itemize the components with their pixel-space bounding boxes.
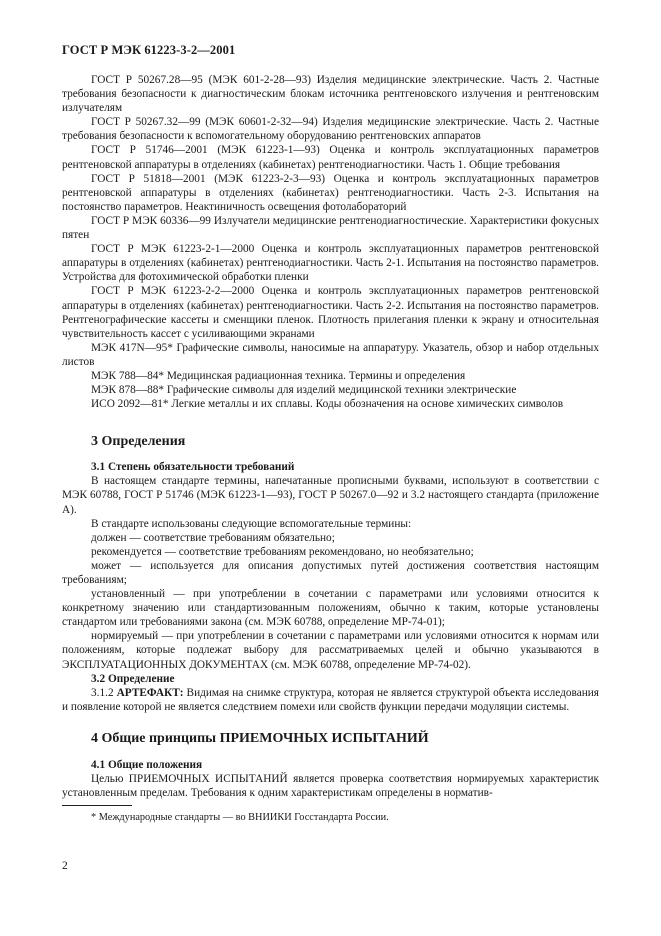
reference-item: ИСО 2092—81* Легкие металлы и их сплавы. Коды обозначения на основе химических символов [91,398,564,411]
reference-item: ГОСТ Р 50267.28—95 (МЭК 601-2-28—93) Изделия медицинские электрические. Часть 2. Частные требования безопасности к диагностическим блокам источника рентгеновского излучения и рентгеновским излучателям [62,74,599,115]
reference-item: МЭК 788—84* Медицинская радиационная техника. Термины и определения [91,369,466,382]
page-header: ГОСТ Р МЭК 61223-3-2—2001 [62,43,236,57]
paragraph: В стандарте использованы следующие вспомогательные термины: [91,517,412,530]
paragraph: должен — соответствие требованиям обязательно; [91,531,335,544]
footnote-divider [62,805,132,806]
body-text [62,73,599,800]
paragraph: нормируемый — при употреблении в сочетании с параметрами или условиями относится к нормам или положениям, которые подлежат выбору для рассматриваемых целей и обычно указываются в ЭКСПЛУАТАЦИОННЫХ ДОКУМЕНТАХ (см. МЭК 60788, определение МР-74-02). [62,630,599,671]
section-4-heading: 4 Общие принципы ПРИЕМОЧНЫХ ИСПЫТАНИЙ [91,730,429,746]
subsection-3-2-heading: 3.2 Определение [91,672,175,685]
page-number: 2 [62,860,68,872]
footnote: * Международные стандарты — во ВНИИКИ Госстандарта России. [91,812,389,823]
definition-number: 3.1.2 [91,686,114,699]
definition-paragraph [62,686,599,714]
reference-item: МЭК 878—88* Графические символы для изделий медицинской техники электрические [91,384,517,397]
paragraph: Целью ПРИЕМОЧНЫХ ИСПЫТАНИЙ является проверка соответствия нормируемых характеристик установленным пределам. Требования к одним характеристикам определены в норматив- [62,773,599,800]
paragraph: может — используется для описания допустимых путей достижения соответствия настоящим требованиям; [62,559,599,586]
subsection-4-1-heading: 4.1 Общие положения [91,758,203,771]
paragraph: В настоящем стандарте термины, напечатанные прописными буквами, используют в соответствии с МЭК 60788, ГОСТ Р 51746 (МЭК 61223-1—93), ГОСТ Р 50267.0—92 и 3.2 настоящего стандарта (приложение А). [62,475,599,516]
reference-item: ГОСТ Р МЭК 61223-2-2—2000 Оценка и контроль эксплуатационных параметров рентгеновской аппаратуры в отделениях (кабинетах) рентгенодиагностики. Часть 2-2. Испытания на постоянство параметров. Рентгенографические кассеты и сменщики пленок. Плотность прилегания пленки к экрану и относительная чувствительность кассет с усиливающими экранами [62,285,599,340]
definition-text: Видимая на снимке структура, которая не является структурой объекта исследования и появление которой не является следствием помехи или свойств функции передачи модуляции системы. [62,686,599,713]
reference-item: ГОСТ Р МЭК 60336—99 Излучатели медицинские рентгенодиагностические. Характеристики фокусных пятен [62,214,599,242]
reference-item: МЭК 417N—95* Графические символы, наносимые на аппаратуру. Указатель, обзор и набор отдельных листов [62,341,599,368]
paragraph: рекомендуется — соответствие требованиям рекомендовано, но необязательно; [91,545,474,558]
reference-item: ГОСТ Р 51818—2001 (МЭК 61223-2-3—93) Оценка и контроль эксплуатационных параметров рентгеновской аппаратуры в отделениях (кабинетах) рентгенодиагностики. Часть 2-3. Испытания на постоянство параметров. Неактиничность освещения фотолабораторий [62,172,599,213]
definition-term: АРТЕФАКТ: [116,686,184,699]
reference-item: ГОСТ Р 50267.32—99 (МЭК 60601-2-32—94) Изделия медицинские электрические. Часть 2. Частные требования безопасности к вспомогательному оборудованию рентгеновских аппаратов [62,116,599,143]
subsection-3-1-heading: 3.1 Степень обязательности требований [91,461,295,474]
paragraph: установленный — при употреблении в сочетании с параметрами или условиями относится к конкретному значению или стандартизованным положениям, обычно к таким, которые установлены стандартом или требованиями закона (см. МЭК 60788, определение МР-74-01); [62,588,599,629]
reference-item: ГОСТ Р МЭК 61223-2-1—2000 Оценка и контроль эксплуатационных параметров рентгеновской аппаратуры в отделениях (кабинетах) рентгенодиагностики. Часть 2-1. Испытания на постоянство параметров. Устройства для фотохимической обработки пленки [62,243,599,284]
reference-item: ГОСТ Р 51746—2001 (МЭК 61223-1—93) Оценка и контроль эксплуатационных параметров рентгеновской аппаратуры в отделениях (кабинетах) рентгенодиагностики. Часть 1. Общие требования [62,144,599,171]
section-3-heading: 3 Определения [91,434,186,450]
